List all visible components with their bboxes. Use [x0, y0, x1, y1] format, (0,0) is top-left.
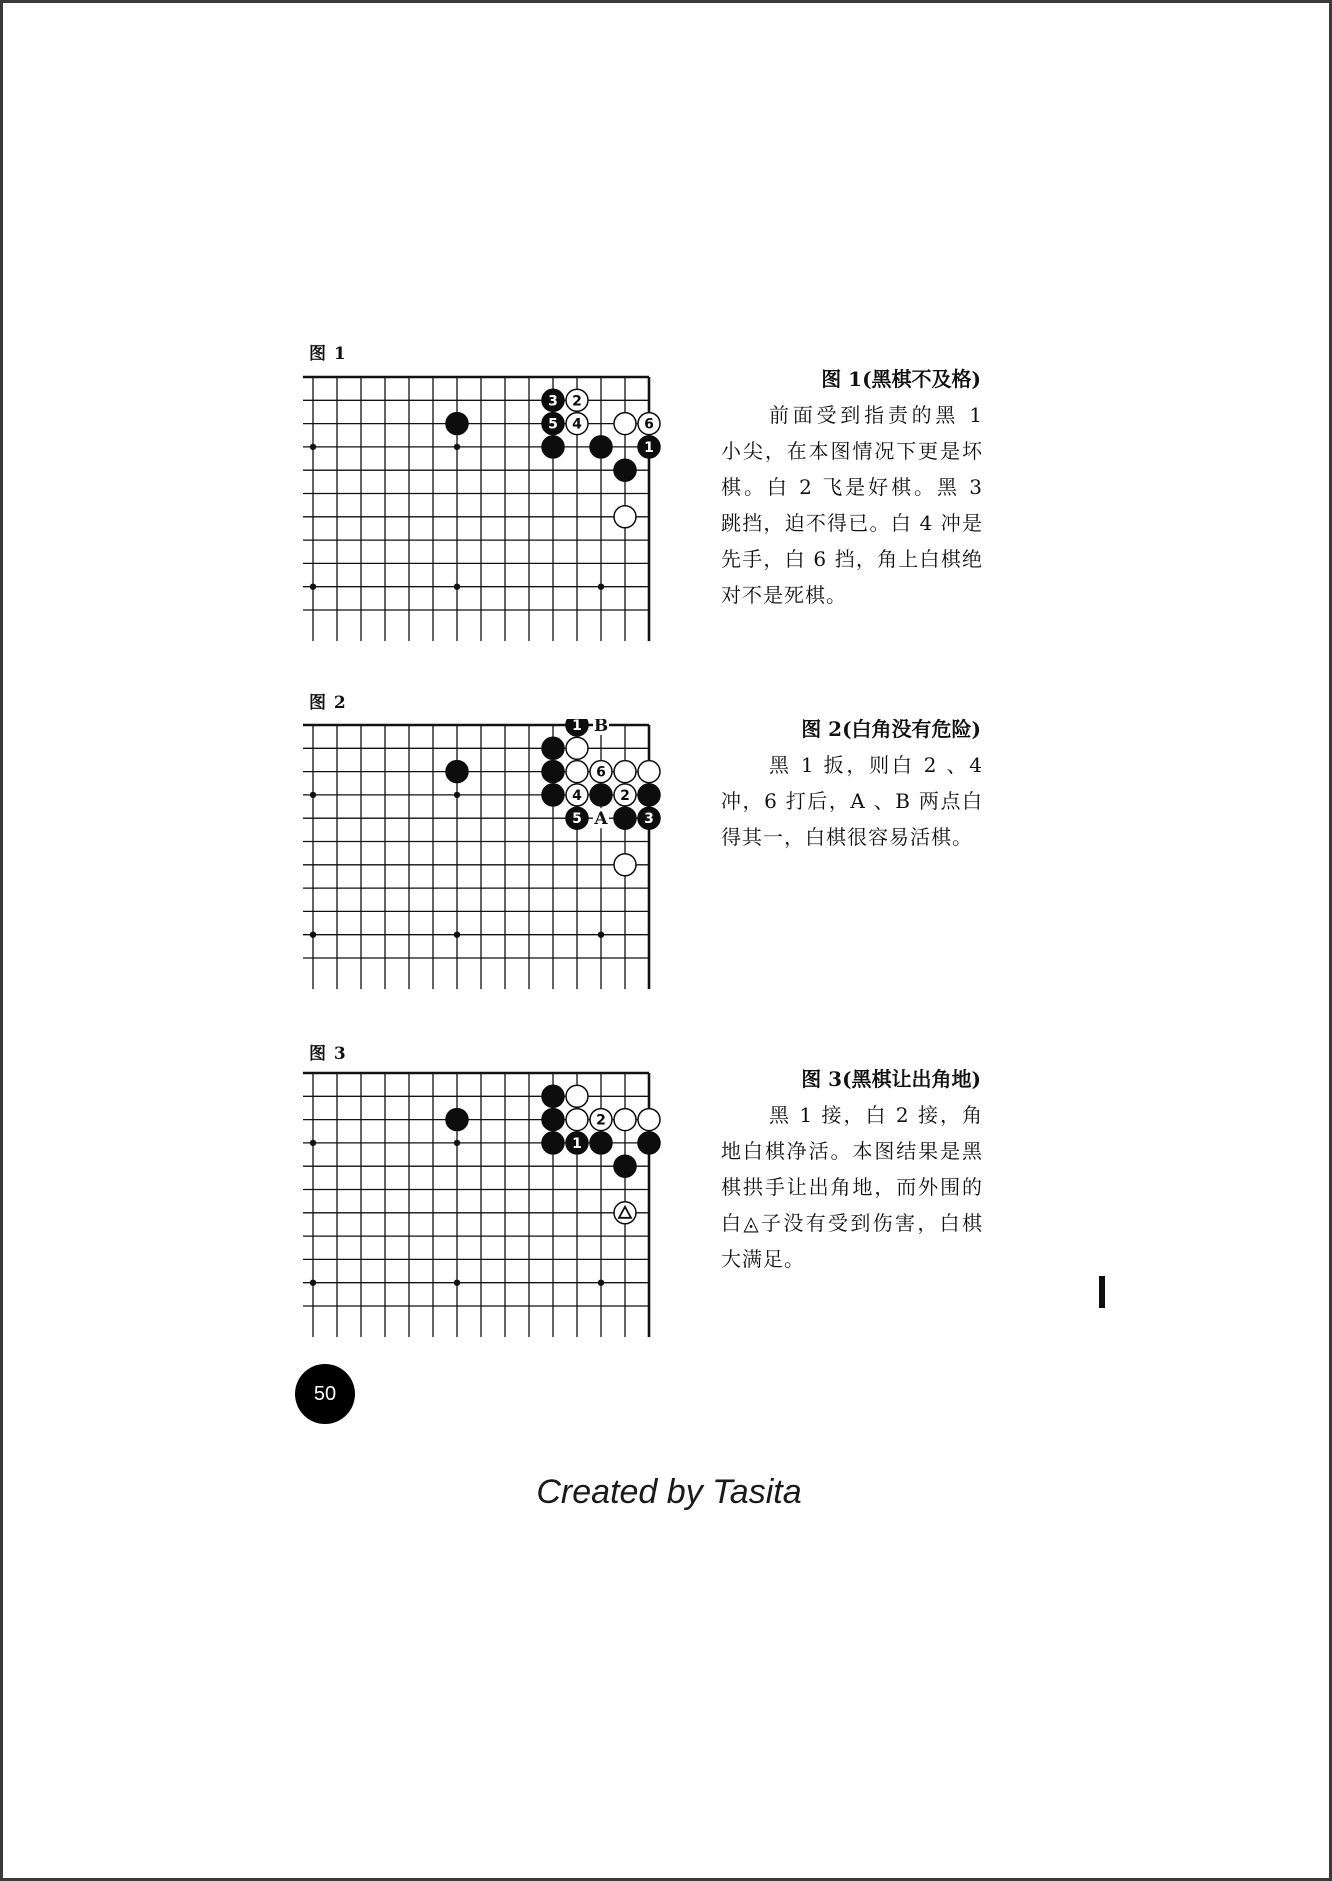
figure-1-label: 图 1 — [309, 344, 347, 364]
black-stone — [542, 761, 564, 783]
black-stone — [590, 784, 612, 806]
svg-text:2: 2 — [572, 393, 582, 410]
white-stone — [566, 761, 588, 783]
svg-text:3: 3 — [644, 811, 654, 828]
black-stone — [614, 459, 636, 481]
black-stone — [446, 761, 468, 783]
black-stone — [542, 436, 564, 458]
black-stone — [566, 719, 588, 736]
white-stone — [614, 413, 636, 435]
black-stone — [542, 1132, 564, 1154]
figure-1-caption-title: 图 1(黑棋不及格) — [821, 367, 981, 391]
white-stone — [638, 413, 660, 435]
figure-2-caption — [721, 711, 983, 855]
black-stone — [638, 807, 660, 829]
black-stone — [542, 389, 564, 411]
figure-3-caption-title: 图 3(黑棋让出角地) — [801, 1067, 981, 1091]
white-stone — [566, 1109, 588, 1131]
white-stone — [638, 761, 660, 783]
white-stone — [614, 761, 636, 783]
white-stone — [614, 1202, 636, 1224]
white-stone — [614, 784, 636, 806]
go-board-figure-1 — [301, 371, 683, 643]
figure-3-caption — [721, 1061, 983, 1277]
go-board-grid — [301, 1067, 683, 1339]
black-stone — [590, 436, 612, 458]
go-board-grid — [301, 371, 683, 643]
point-label: B — [593, 719, 609, 736]
black-stone — [446, 1109, 468, 1131]
svg-text:4: 4 — [572, 787, 582, 804]
black-stone — [542, 737, 564, 759]
black-stone — [590, 1132, 612, 1154]
go-board-figure-2 — [301, 719, 683, 991]
go-board-grid — [301, 719, 683, 991]
white-stone — [614, 854, 636, 876]
footer-credit: Created by Tasita — [536, 1473, 802, 1511]
svg-text:6: 6 — [596, 764, 606, 781]
figure-2-label: 图 2 — [309, 693, 347, 713]
black-stone — [638, 1132, 660, 1154]
figure-2-caption-body: 黑 1 扳，则白 2 、4 冲，6 打后，A 、B 两点白得其一，白棋很容易活棋。 — [721, 753, 983, 849]
svg-text:6: 6 — [644, 416, 654, 433]
white-stone — [566, 413, 588, 435]
figure-2-caption-title: 图 2(白角没有危险) — [801, 717, 981, 741]
white-stone — [566, 1085, 588, 1107]
black-stone — [638, 436, 660, 458]
black-stone — [542, 1085, 564, 1107]
point-label: A — [594, 809, 608, 830]
black-stone — [614, 1155, 636, 1177]
white-stone — [590, 1109, 612, 1131]
svg-text:5: 5 — [572, 811, 582, 828]
white-stone — [566, 737, 588, 759]
figure-1-caption-body: 前面受到指责的黑 1 小尖，在本图情况下更是坏棋。白 2 飞是好棋。黑 3 跳挡，迫不得已。白 4 冲是先手，白 6 挡，角上白棋绝对不是死棋。 — [721, 403, 983, 607]
white-stone — [638, 1109, 660, 1131]
white-stone — [614, 1109, 636, 1131]
go-board-figure-3 — [301, 1067, 683, 1339]
svg-text:4: 4 — [572, 416, 582, 433]
scan-artifact-mark — [1099, 1276, 1105, 1308]
black-stone — [542, 784, 564, 806]
figure-3-label: 图 3 — [309, 1044, 347, 1064]
svg-text:3: 3 — [548, 393, 558, 410]
black-stone — [566, 1132, 588, 1154]
page-number-badge: 50 — [295, 1364, 355, 1424]
black-stone — [542, 1109, 564, 1131]
white-stone — [566, 784, 588, 806]
figure-3-caption-body: 黑 1 接，白 2 接，角地白棋净活。本图结果是黑棋拱手让出角地，而外围的白◬子没有受到伤害，白棋大满足。 — [721, 1103, 983, 1271]
figure-1-caption — [721, 361, 983, 613]
black-stone — [446, 413, 468, 435]
svg-text:2: 2 — [620, 787, 630, 804]
black-stone — [566, 807, 588, 829]
svg-text:1: 1 — [644, 439, 654, 456]
black-stone — [542, 413, 564, 435]
svg-text:1: 1 — [572, 1135, 582, 1152]
black-stone — [638, 784, 660, 806]
white-stone — [566, 389, 588, 411]
white-stone — [614, 506, 636, 528]
svg-text:2: 2 — [596, 1112, 606, 1129]
svg-text:5: 5 — [548, 416, 558, 433]
white-stone — [590, 761, 612, 783]
svg-text:1: 1 — [572, 719, 582, 734]
black-stone — [614, 807, 636, 829]
